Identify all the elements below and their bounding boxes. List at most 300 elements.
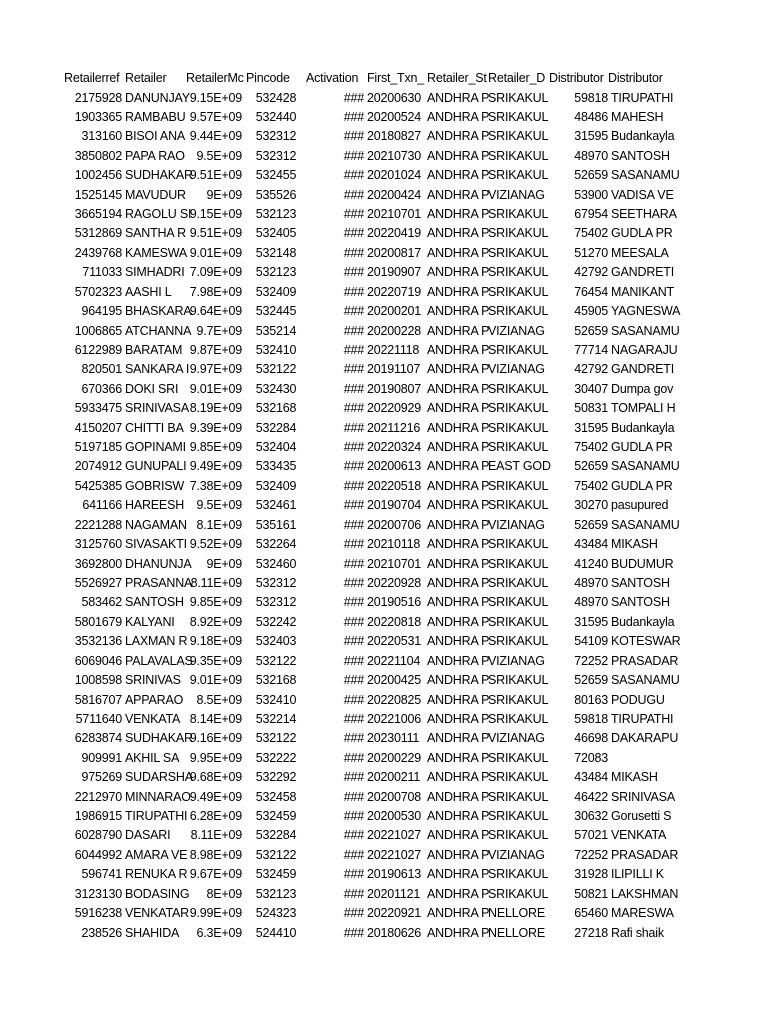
retailer-state-cell[interactable]: ANDHRA P [427, 362, 490, 377]
retailer-district-cell[interactable]: SRIKAKUL [488, 498, 549, 513]
retailer-state-cell[interactable]: ANDHRA P [427, 187, 490, 202]
pincode-cell[interactable]: 532122 [255, 362, 297, 377]
retailer-ref-cell[interactable]: 909991 [81, 750, 122, 765]
activation-cell[interactable]: ### [343, 304, 364, 319]
retailer-district-cell[interactable]: SRIKAKUL [488, 420, 549, 435]
pincode-cell[interactable]: 532404 [255, 440, 297, 455]
distributor-code-cell[interactable]: 45905 [574, 304, 608, 319]
first-txn-cell[interactable]: 20221027 [367, 847, 422, 862]
retailer-state-cell[interactable]: ANDHRA P [427, 109, 490, 124]
retailer-state-cell[interactable]: ANDHRA P [427, 711, 490, 726]
distributor-code-cell[interactable]: 52659 [574, 323, 608, 338]
activation-cell[interactable]: ### [343, 750, 364, 765]
retailer-name-cell[interactable]: RAMBABU [125, 109, 186, 124]
distributor-code-cell[interactable]: 72083 [574, 750, 608, 765]
activation-cell[interactable]: ### [343, 381, 364, 396]
activation-cell[interactable]: ### [343, 420, 364, 435]
retailer-district-cell[interactable]: SRIKAKUL [488, 148, 549, 163]
distributor-name-cell[interactable] [611, 749, 669, 768]
retailer-mobile-cell[interactable]: 9.51E+09 [189, 168, 242, 183]
activation-cell[interactable]: ### [343, 362, 364, 377]
first-txn-cell[interactable]: 20190613 [367, 867, 422, 882]
distributor-code-cell[interactable]: 48970 [574, 576, 608, 590]
pincode-cell[interactable]: 524410 [255, 925, 297, 940]
retailer-ref-cell[interactable]: 975269 [81, 770, 122, 785]
retailer-mobile-cell[interactable]: 9.95E+09 [189, 750, 242, 765]
activation-cell[interactable]: ### [343, 847, 364, 862]
header-cell[interactable]: Retailer [125, 71, 167, 85]
retailer-district-cell[interactable]: SRIKAKUL [488, 265, 549, 280]
distributor-code-cell[interactable]: 67954 [574, 207, 608, 222]
retailer-state-cell[interactable]: ANDHRA P [427, 906, 490, 921]
retailer-name-cell[interactable]: AKHIL SA [125, 750, 180, 765]
retailer-district-cell[interactable]: SRIKAKUL [488, 614, 549, 629]
activation-cell[interactable]: ### [343, 886, 364, 901]
retailer-name-cell[interactable]: GOBRISW [125, 478, 185, 493]
pincode-cell[interactable]: 532430 [255, 381, 297, 396]
retailer-mobile-cell[interactable]: 9.16E+09 [189, 731, 242, 746]
pincode-cell[interactable]: 532312 [255, 576, 297, 590]
distributor-code-cell[interactable]: 80163 [574, 692, 608, 707]
pincode-cell[interactable]: 532148 [255, 245, 297, 260]
retailer-ref-cell[interactable]: 2221288 [74, 517, 122, 532]
retailer-district-cell[interactable]: SRIKAKUL [488, 245, 549, 260]
retailer-state-cell[interactable]: ANDHRA P [427, 148, 490, 163]
pincode-cell[interactable]: 532445 [255, 304, 297, 319]
retailer-name-cell[interactable]: HAREESH [125, 498, 185, 513]
first-txn-cell[interactable]: 20200630 [367, 90, 422, 105]
activation-cell[interactable]: ### [343, 537, 364, 552]
retailer-ref-cell[interactable]: 3532136 [74, 634, 122, 649]
distributor-name-cell[interactable]: Budankayla [611, 614, 675, 629]
distributor-code-cell[interactable]: 72252 [574, 653, 608, 668]
activation-cell[interactable]: ### [343, 342, 364, 357]
header-cell[interactable]: Distributor [549, 71, 604, 85]
pincode-cell[interactable]: 532168 [255, 673, 297, 688]
retailer-ref-cell[interactable]: 6028790 [74, 828, 122, 843]
first-txn-cell[interactable]: 20220825 [367, 692, 422, 707]
distributor-code-cell[interactable]: 52659 [574, 168, 608, 183]
pincode-cell[interactable]: 532440 [255, 109, 297, 124]
retailer-state-cell[interactable]: ANDHRA P [427, 517, 490, 532]
distributor-code-cell[interactable]: 48486 [574, 109, 608, 124]
pincode-cell[interactable]: 532410 [255, 692, 297, 707]
retailer-ref-cell[interactable]: 2175928 [74, 90, 122, 105]
distributor-name-cell[interactable]: MEESALA [611, 245, 669, 260]
first-txn-cell[interactable]: 20211216 [367, 420, 421, 435]
activation-cell[interactable]: ### [343, 517, 364, 532]
header-cell[interactable]: Retailerref [64, 71, 120, 85]
first-txn-cell[interactable]: 20220928 [367, 576, 422, 590]
first-txn-cell[interactable]: 20221118 [367, 342, 420, 357]
pincode-cell[interactable]: 524323 [255, 906, 297, 921]
retailer-ref-cell[interactable]: 5916238 [74, 906, 122, 921]
pincode-cell[interactable]: 532428 [255, 90, 297, 105]
pincode-cell[interactable]: 532405 [255, 226, 297, 241]
retailer-state-cell[interactable]: ANDHRA P [427, 90, 490, 105]
activation-cell[interactable]: ### [343, 595, 364, 610]
distributor-code-cell[interactable]: 52659 [574, 459, 608, 474]
retailer-name-cell[interactable]: AASHI L [125, 284, 172, 299]
first-txn-cell[interactable]: 20220719 [367, 284, 422, 299]
retailer-name-cell[interactable]: PALAVALAS [125, 653, 193, 668]
retailer-district-cell[interactable]: SRIKAKUL [488, 284, 549, 299]
retailer-name-cell[interactable]: PAPA RAO [125, 148, 185, 163]
distributor-code-cell[interactable]: 59818 [574, 711, 608, 726]
retailer-district-cell[interactable]: SRIKAKUL [488, 711, 549, 726]
distributor-name-cell[interactable]: DAKARAPU [611, 731, 679, 746]
distributor-code-cell[interactable]: 31595 [574, 420, 608, 435]
retailer-state-cell[interactable]: ANDHRA P [427, 925, 490, 940]
distributor-name-cell[interactable]: Rafi shaik [611, 925, 664, 940]
pincode-cell[interactable]: 535161 [255, 517, 297, 532]
retailer-ref-cell[interactable]: 6069046 [74, 653, 122, 668]
activation-cell[interactable]: ### [343, 148, 364, 163]
first-txn-cell[interactable]: 20200425 [367, 673, 422, 688]
retailer-state-cell[interactable]: ANDHRA P [427, 789, 490, 804]
retailer-state-cell[interactable]: ANDHRA P [427, 381, 490, 396]
distributor-code-cell[interactable]: 30632 [574, 809, 608, 824]
activation-cell[interactable]: ### [343, 129, 364, 144]
retailer-ref-cell[interactable]: 1002456 [74, 168, 122, 183]
distributor-code-cell[interactable]: 53900 [574, 187, 608, 202]
retailer-state-cell[interactable]: ANDHRA P [427, 556, 490, 571]
pincode-cell[interactable]: 532264 [255, 537, 297, 552]
retailer-mobile-cell[interactable]: 9.15E+09 [189, 207, 242, 222]
pincode-cell[interactable]: 532214 [255, 711, 297, 726]
retailer-mobile-cell[interactable]: 8.5E+09 [196, 692, 242, 707]
retailer-ref-cell[interactable]: 820501 [81, 362, 122, 377]
retailer-mobile-cell[interactable]: 8.92E+09 [189, 614, 242, 629]
first-txn-cell[interactable]: 20210730 [367, 148, 422, 163]
activation-cell[interactable]: ### [343, 673, 364, 688]
activation-cell[interactable]: ### [343, 770, 364, 785]
distributor-name-cell[interactable]: PRASADAR [611, 847, 679, 862]
retailer-mobile-cell[interactable]: 9.01E+09 [189, 381, 242, 396]
activation-cell[interactable]: ### [343, 323, 364, 338]
retailer-state-cell[interactable]: ANDHRA P [427, 614, 490, 629]
activation-cell[interactable]: ### [343, 809, 364, 824]
pincode-cell[interactable]: 532123 [255, 265, 297, 280]
retailer-ref-cell[interactable]: 5526927 [74, 576, 122, 590]
activation-cell[interactable]: ### [343, 828, 364, 843]
activation-cell[interactable]: ### [343, 401, 364, 416]
retailer-district-cell[interactable]: VIZIANAG [488, 517, 545, 532]
retailer-name-cell[interactable]: VENKATAR [125, 906, 189, 921]
retailer-mobile-cell[interactable]: 9.01E+09 [189, 245, 242, 260]
retailer-name-cell[interactable]: BHASKARA [125, 304, 192, 319]
retailer-ref-cell[interactable]: 3123130 [74, 886, 122, 901]
distributor-code-cell[interactable]: 48970 [574, 595, 608, 610]
retailer-name-cell[interactable]: SUDHAKAR [125, 731, 193, 746]
pincode-cell[interactable]: 532461 [255, 498, 297, 513]
first-txn-cell[interactable]: 20210701 [367, 207, 422, 222]
retailer-state-cell[interactable]: ANDHRA P [427, 265, 490, 280]
retailer-ref-cell[interactable]: 5312869 [74, 226, 122, 241]
pincode-cell[interactable]: 535526 [255, 187, 297, 202]
first-txn-cell[interactable]: 20200229 [367, 750, 422, 765]
retailer-mobile-cell[interactable]: 9.67E+09 [189, 867, 242, 882]
header-cell[interactable]: Pincode [246, 71, 290, 85]
activation-cell[interactable]: ### [343, 245, 364, 260]
distributor-code-cell[interactable]: 50831 [574, 401, 608, 416]
retailer-ref-cell[interactable]: 2439768 [74, 245, 122, 260]
retailer-district-cell[interactable]: NELLORE [488, 906, 545, 921]
retailer-ref-cell[interactable]: 6122989 [74, 342, 122, 357]
distributor-name-cell[interactable]: ILIPILLI K [611, 867, 664, 882]
retailer-mobile-cell[interactable]: 9.68E+09 [189, 770, 242, 785]
pincode-cell[interactable]: 532409 [255, 284, 297, 299]
first-txn-cell[interactable]: 20180626 [367, 925, 422, 940]
distributor-name-cell[interactable]: MIKASH [611, 770, 658, 785]
distributor-code-cell[interactable]: 75402 [574, 440, 608, 455]
retailer-state-cell[interactable]: ANDHRA P [427, 226, 490, 241]
retailer-name-cell[interactable]: AMARA VE [125, 847, 188, 862]
distributor-name-cell[interactable]: Budankayla [611, 129, 675, 144]
retailer-state-cell[interactable]: ANDHRA P [427, 673, 490, 688]
retailer-state-cell[interactable]: ANDHRA P [427, 401, 490, 416]
retailer-district-cell[interactable]: VIZIANAG [488, 731, 545, 746]
retailer-district-cell[interactable]: SRIKAKUL [488, 478, 549, 493]
distributor-name-cell[interactable]: VADISA VE [611, 187, 674, 202]
distributor-name-cell[interactable]: SEETHARA [611, 207, 677, 222]
retailer-district-cell[interactable]: SRIKAKUL [488, 789, 549, 804]
retailer-state-cell[interactable]: ANDHRA P [427, 342, 490, 357]
distributor-name-cell[interactable]: SASANAMU [611, 517, 680, 532]
distributor-name-cell[interactable]: NAGARAJU [611, 342, 678, 357]
retailer-mobile-cell[interactable]: 6.3E+09 [196, 925, 242, 940]
retailer-district-cell[interactable]: SRIKAKUL [488, 692, 549, 707]
header-cell[interactable]: First_Txn_ [367, 71, 425, 85]
retailer-district-cell[interactable]: SRIKAKUL [488, 595, 549, 610]
first-txn-cell[interactable]: 20220531 [367, 634, 422, 649]
retailer-ref-cell[interactable]: 583462 [81, 595, 122, 610]
retailer-mobile-cell[interactable]: 7.38E+09 [189, 478, 242, 493]
retailer-name-cell[interactable]: SUDARSHA [125, 770, 193, 785]
retailer-mobile-cell[interactable]: 9.64E+09 [189, 304, 242, 319]
retailer-name-cell[interactable]: MAVUDUR [125, 187, 186, 202]
retailer-state-cell[interactable]: ANDHRA P [427, 284, 490, 299]
distributor-name-cell[interactable]: SANTOSH [611, 595, 670, 610]
activation-cell[interactable]: ### [343, 109, 364, 124]
distributor-name-cell[interactable]: BUDUMUR [611, 556, 674, 571]
header-cell[interactable]: Activation [306, 71, 359, 85]
distributor-code-cell[interactable]: 50821 [574, 886, 608, 901]
retailer-state-cell[interactable]: ANDHRA P [427, 323, 490, 338]
retailer-state-cell[interactable]: ANDHRA P [427, 168, 490, 183]
pincode-cell[interactable]: 535214 [255, 323, 297, 338]
retailer-state-cell[interactable]: ANDHRA P [427, 770, 490, 785]
retailer-mobile-cell[interactable]: 9.57E+09 [189, 109, 242, 124]
distributor-name-cell[interactable]: SASANAMU [611, 673, 680, 688]
retailer-name-cell[interactable]: RENUKA R [125, 867, 188, 882]
first-txn-cell[interactable]: 20180827 [367, 129, 422, 144]
retailer-state-cell[interactable]: ANDHRA P [427, 750, 490, 765]
retailer-ref-cell[interactable]: 711033 [82, 265, 122, 280]
retailer-ref-cell[interactable]: 1008598 [74, 673, 122, 688]
pincode-cell[interactable]: 532459 [255, 867, 297, 882]
first-txn-cell[interactable]: 20221104 [367, 653, 421, 668]
retailer-name-cell[interactable]: SANKARA I [125, 362, 190, 377]
retailer-ref-cell[interactable]: 1525145 [74, 187, 122, 202]
first-txn-cell[interactable]: 20200424 [367, 187, 422, 202]
pincode-cell[interactable]: 532122 [255, 847, 297, 862]
first-txn-cell[interactable]: 20220324 [367, 440, 422, 455]
pincode-cell[interactable]: 532409 [255, 478, 297, 493]
activation-cell[interactable]: ### [343, 168, 364, 183]
header-cell[interactable]: Retailer_D [488, 71, 546, 85]
retailer-district-cell[interactable]: VIZIANAG [488, 187, 545, 202]
retailer-name-cell[interactable]: BARATAM [125, 342, 183, 357]
retailer-mobile-cell[interactable]: 9.51E+09 [189, 226, 242, 241]
first-txn-cell[interactable]: 20221006 [367, 711, 422, 726]
activation-cell[interactable]: ### [343, 265, 364, 280]
header-cell[interactable]: Retailer_St [427, 71, 487, 85]
retailer-name-cell[interactable]: CHITTI BA [125, 420, 184, 435]
distributor-name-cell[interactable]: SASANAMU [611, 323, 680, 338]
retailer-name-cell[interactable]: KALYANI [125, 614, 175, 629]
retailer-mobile-cell[interactable]: 8E+09 [206, 886, 242, 901]
retailer-state-cell[interactable]: ANDHRA P [427, 867, 490, 882]
distributor-code-cell[interactable]: 41240 [574, 556, 608, 571]
activation-cell[interactable]: ### [343, 653, 364, 668]
retailer-mobile-cell[interactable]: 9.5E+09 [196, 498, 242, 513]
retailer-district-cell[interactable]: SRIKAKUL [488, 168, 549, 183]
pincode-cell[interactable]: 532284 [255, 420, 297, 435]
distributor-name-cell[interactable]: TIRUPATHI [611, 711, 674, 726]
distributor-code-cell[interactable]: 46422 [574, 789, 608, 804]
retailer-mobile-cell[interactable]: 9.01E+09 [189, 673, 242, 688]
distributor-code-cell[interactable]: 31595 [574, 614, 608, 629]
retailer-name-cell[interactable]: GOPINAMI [125, 440, 186, 455]
retailer-state-cell[interactable]: ANDHRA P [427, 207, 490, 222]
distributor-code-cell[interactable]: 52659 [574, 517, 608, 532]
retailer-district-cell[interactable]: VIZIANAG [488, 847, 545, 862]
distributor-name-cell[interactable]: KOTESWAR [611, 634, 681, 649]
retailer-ref-cell[interactable]: 5801679 [74, 614, 122, 629]
retailer-state-cell[interactable]: ANDHRA P [427, 459, 490, 474]
retailer-district-cell[interactable]: SRIKAKUL [488, 207, 549, 222]
header-cell[interactable]: Distributor [608, 71, 663, 85]
retailer-name-cell[interactable]: DANUNJAY [125, 90, 190, 105]
pincode-cell[interactable]: 532292 [255, 770, 297, 785]
retailer-name-cell[interactable]: KAMESWA [125, 245, 188, 260]
distributor-code-cell[interactable]: 48970 [574, 148, 608, 163]
distributor-code-cell[interactable]: 54109 [574, 634, 608, 649]
distributor-name-cell[interactable]: SASANAMU [611, 168, 680, 183]
retailer-mobile-cell[interactable]: 8.19E+09 [189, 401, 242, 416]
retailer-ref-cell[interactable]: 670366 [81, 381, 122, 396]
pincode-cell[interactable]: 532122 [255, 731, 297, 746]
retailer-state-cell[interactable]: ANDHRA P [427, 595, 490, 610]
retailer-state-cell[interactable]: ANDHRA P [427, 809, 490, 824]
first-txn-cell[interactable]: 20190807 [367, 381, 422, 396]
first-txn-cell[interactable]: 20200524 [367, 109, 422, 124]
retailer-mobile-cell[interactable]: 6.28E+09 [189, 809, 242, 824]
distributor-code-cell[interactable]: 31928 [574, 867, 608, 882]
distributor-name-cell[interactable]: GANDRETI [611, 265, 674, 280]
retailer-district-cell[interactable]: VIZIANAG [488, 323, 545, 338]
distributor-code-cell[interactable]: 43484 [574, 770, 608, 785]
retailer-district-cell[interactable]: SRIKAKUL [488, 109, 549, 124]
first-txn-cell[interactable]: 20230111 [367, 731, 420, 746]
pincode-cell[interactable]: 532222 [255, 750, 297, 765]
retailer-ref-cell[interactable]: 5197185 [74, 440, 122, 455]
retailer-name-cell[interactable]: SRINIVASA [125, 401, 189, 416]
retailer-name-cell[interactable]: SANTOSH [125, 595, 184, 610]
retailer-name-cell[interactable]: MINNARAO [125, 789, 191, 804]
retailer-mobile-cell[interactable]: 9.35E+09 [189, 653, 242, 668]
distributor-name-cell[interactable]: Gorusetti S [611, 809, 672, 824]
retailer-state-cell[interactable]: ANDHRA P [427, 478, 490, 493]
retailer-ref-cell[interactable]: 641166 [82, 498, 122, 513]
retailer-district-cell[interactable]: SRIKAKUL [488, 886, 549, 901]
retailer-ref-cell[interactable]: 6044992 [74, 847, 122, 862]
distributor-code-cell[interactable]: 43484 [574, 537, 608, 552]
retailer-name-cell[interactable]: BISOI ANA [125, 129, 186, 144]
first-txn-cell[interactable]: 20220921 [367, 906, 422, 921]
first-txn-cell[interactable]: 20220419 [367, 226, 422, 241]
activation-cell[interactable]: ### [343, 440, 364, 455]
retailer-district-cell[interactable]: VIZIANAG [488, 653, 545, 668]
retailer-state-cell[interactable]: ANDHRA P [427, 129, 490, 144]
retailer-district-cell[interactable]: SRIKAKUL [488, 342, 549, 357]
retailer-ref-cell[interactable]: 5425385 [74, 478, 122, 493]
retailer-district-cell[interactable]: SRIKAKUL [488, 750, 549, 765]
retailer-mobile-cell[interactable]: 8.98E+09 [189, 847, 242, 862]
distributor-code-cell[interactable]: 52659 [574, 673, 608, 688]
retailer-state-cell[interactable]: ANDHRA P [427, 498, 490, 513]
distributor-code-cell[interactable]: 27218 [574, 925, 608, 940]
distributor-name-cell[interactable]: GANDRETI [611, 362, 674, 377]
first-txn-cell[interactable]: 20200708 [367, 789, 422, 804]
retailer-mobile-cell[interactable]: 9.85E+09 [189, 440, 242, 455]
pincode-cell[interactable]: 532410 [255, 342, 297, 357]
distributor-name-cell[interactable]: GUDLA PR [611, 226, 673, 241]
activation-cell[interactable]: ### [343, 634, 364, 649]
activation-cell[interactable]: ### [343, 478, 364, 493]
retailer-district-cell[interactable]: NELLORE [488, 925, 545, 940]
retailer-district-cell[interactable]: EAST GOD [488, 459, 551, 474]
distributor-name-cell[interactable]: Dumpa gov [611, 381, 674, 396]
distributor-code-cell[interactable]: 30407 [574, 381, 608, 396]
retailer-district-cell[interactable]: SRIKAKUL [488, 673, 549, 688]
pincode-cell[interactable]: 532460 [255, 556, 297, 571]
first-txn-cell[interactable]: 20200211 [367, 770, 421, 785]
distributor-name-cell[interactable]: GUDLA PR [611, 440, 673, 455]
activation-cell[interactable]: ### [343, 576, 364, 590]
first-txn-cell[interactable]: 20190907 [367, 265, 422, 280]
retailer-district-cell[interactable]: SRIKAKUL [488, 129, 549, 144]
distributor-code-cell[interactable]: 30270 [574, 498, 608, 513]
retailer-district-cell[interactable]: SRIKAKUL [488, 90, 549, 105]
pincode-cell[interactable]: 532312 [255, 129, 297, 144]
retailer-mobile-cell[interactable]: 9.44E+09 [189, 129, 242, 144]
retailer-state-cell[interactable]: ANDHRA P [427, 304, 490, 319]
distributor-code-cell[interactable]: 75402 [574, 226, 608, 241]
retailer-district-cell[interactable]: SRIKAKUL [488, 381, 549, 396]
first-txn-cell[interactable]: 20201024 [367, 168, 422, 183]
retailer-mobile-cell[interactable]: 8.1E+09 [196, 517, 242, 532]
first-txn-cell[interactable]: 20221027 [367, 828, 422, 843]
distributor-code-cell[interactable]: 42792 [574, 362, 608, 377]
distributor-code-cell[interactable]: 65460 [574, 906, 608, 921]
pincode-cell[interactable]: 532122 [255, 653, 297, 668]
distributor-name-cell[interactable]: VENKATA [611, 828, 667, 843]
retailer-district-cell[interactable]: SRIKAKUL [488, 440, 549, 455]
retailer-name-cell[interactable]: NAGAMAN [125, 517, 187, 532]
activation-cell[interactable]: ### [343, 207, 364, 222]
